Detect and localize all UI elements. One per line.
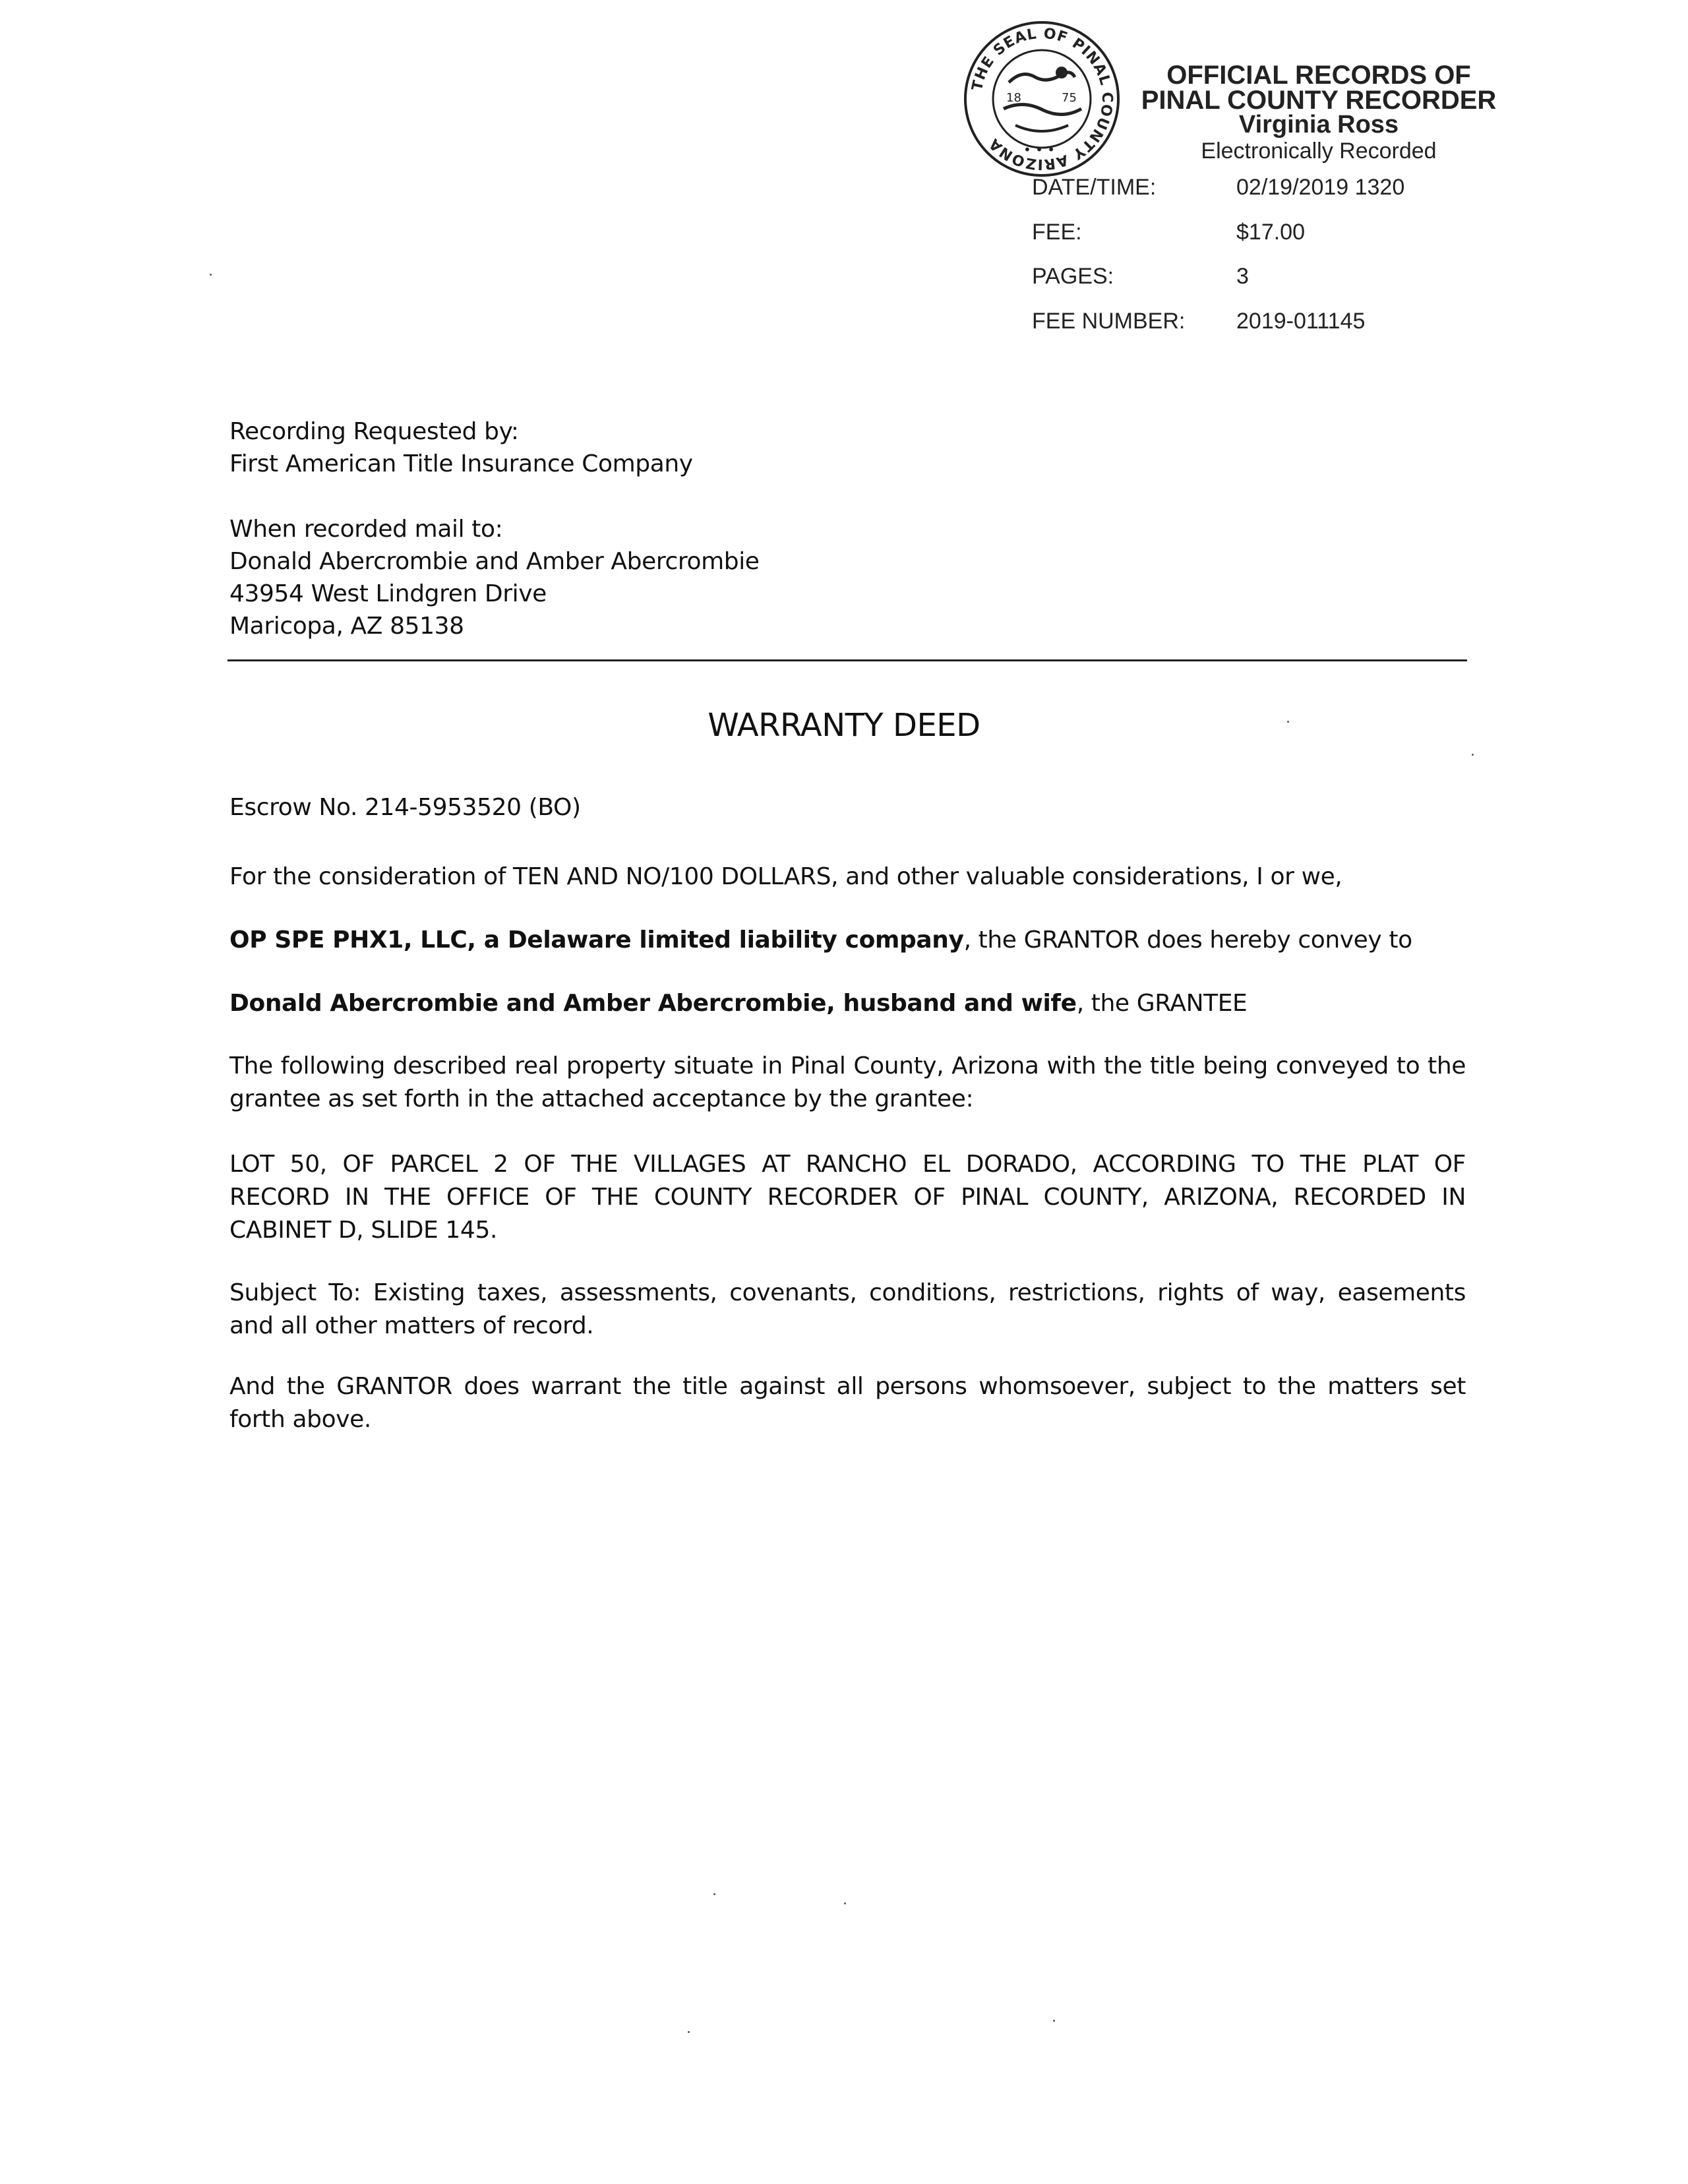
scan-speck [1472,754,1474,756]
scan-speck [844,1902,846,1904]
legal-description [229,1148,1466,1247]
field-value: 2019-011145 [1236,309,1366,334]
grantee-suffix: , the GRANTEE [1076,990,1248,1017]
mail-to-label: When recorded mail to: [229,516,503,543]
field-label: FEE: [1032,220,1082,245]
grantor-suffix: , the GRANTOR does hereby convey to [963,926,1412,954]
legal-description-line: RECORD IN THE OFFICE OF THE COUNTY RECORDER OF PINAL COUNTY, ARIZONA, RECORDED IN [229,1184,1466,1211]
requested-by: First American Title Insurance Company [229,450,693,477]
county-seal [963,20,1121,178]
grantor-clause [229,924,1412,957]
recording-status: Electronically Recorded [1201,138,1437,164]
field-label: DATE/TIME: [1032,175,1157,200]
recorder-name: Virginia Ross [1238,111,1399,138]
escrow-number: Escrow No. 214-5953520 (BO) [229,794,581,821]
property-intro-line: grantee as set forth in the attached acceptance by the grantee: [229,1085,974,1112]
legal-description-line: CABINET D, SLIDE 145. [229,1217,497,1244]
scan-speck [1287,721,1289,723]
property-intro [229,1050,1466,1116]
grantee-clause [229,987,1247,1020]
warranty-clause [229,1370,1466,1436]
field-value: $17.00 [1236,220,1305,245]
consideration-clause: For the consideration of TEN AND NO/100 DOLLARS, and other valuable considerations, I or we, [229,863,1342,890]
warranty-line: forth above. [229,1406,371,1433]
legal-description-line: LOT 50, OF PARCEL 2 OF THE VILLAGES AT RANCHO EL DORADO, ACCORDING TO THE PLAT OF [229,1151,1466,1178]
seal-year-right: 75 [1062,91,1077,105]
property-intro-line: The following described real property situate in Pinal County, Arizona with the title being conveyed to the [229,1052,1466,1079]
mail-to-street: 43954 West Lindgren Drive [229,580,547,607]
mail-to-name: Donald Abercrombie and Amber Abercrombie [229,548,760,575]
divider-rule [227,659,1467,661]
scan-speck [210,274,212,276]
subject-to-line: and all other matters of record. [229,1312,594,1339]
subject-to-clause [229,1277,1466,1343]
subject-to-line: Subject To: Existing taxes, assessments, covenants, conditions, restrictions, rights of way, easements [229,1279,1466,1306]
recorder-title-line2: PINAL COUNTY RECORDER [1141,86,1497,115]
svg-text:• • •: • • • [1023,142,1056,158]
grantor-name: OP SPE PHX1, LLC, a Delaware limited liability company [229,926,964,954]
seal-text: THE SEAL OF PINAL COUNTY ARIZONA [969,25,1116,173]
scan-speck [713,1893,715,1895]
grantee-name: Donald Abercrombie and Amber Abercrombie, husband and wife [229,990,1077,1017]
warranty-line: And the GRANTOR does warrant the title against all persons whomsoever, subject to the matters set [229,1373,1466,1400]
recorder-title-line1: OFFICIAL RECORDS OF [1166,61,1471,90]
mail-to-city: Maricopa, AZ 85138 [229,613,464,640]
field-value: 02/19/2019 1320 [1236,175,1405,200]
field-label: PAGES: [1032,264,1114,289]
scan-speck [1053,2020,1055,2022]
seal-year-left: 18 [1006,91,1021,105]
requested-by-label: Recording Requested by: [229,418,519,445]
field-label: FEE NUMBER: [1032,309,1186,334]
scan-speck [688,2031,690,2033]
field-value: 3 [1236,264,1249,289]
document-title: WARRANTY DEED [708,707,980,744]
